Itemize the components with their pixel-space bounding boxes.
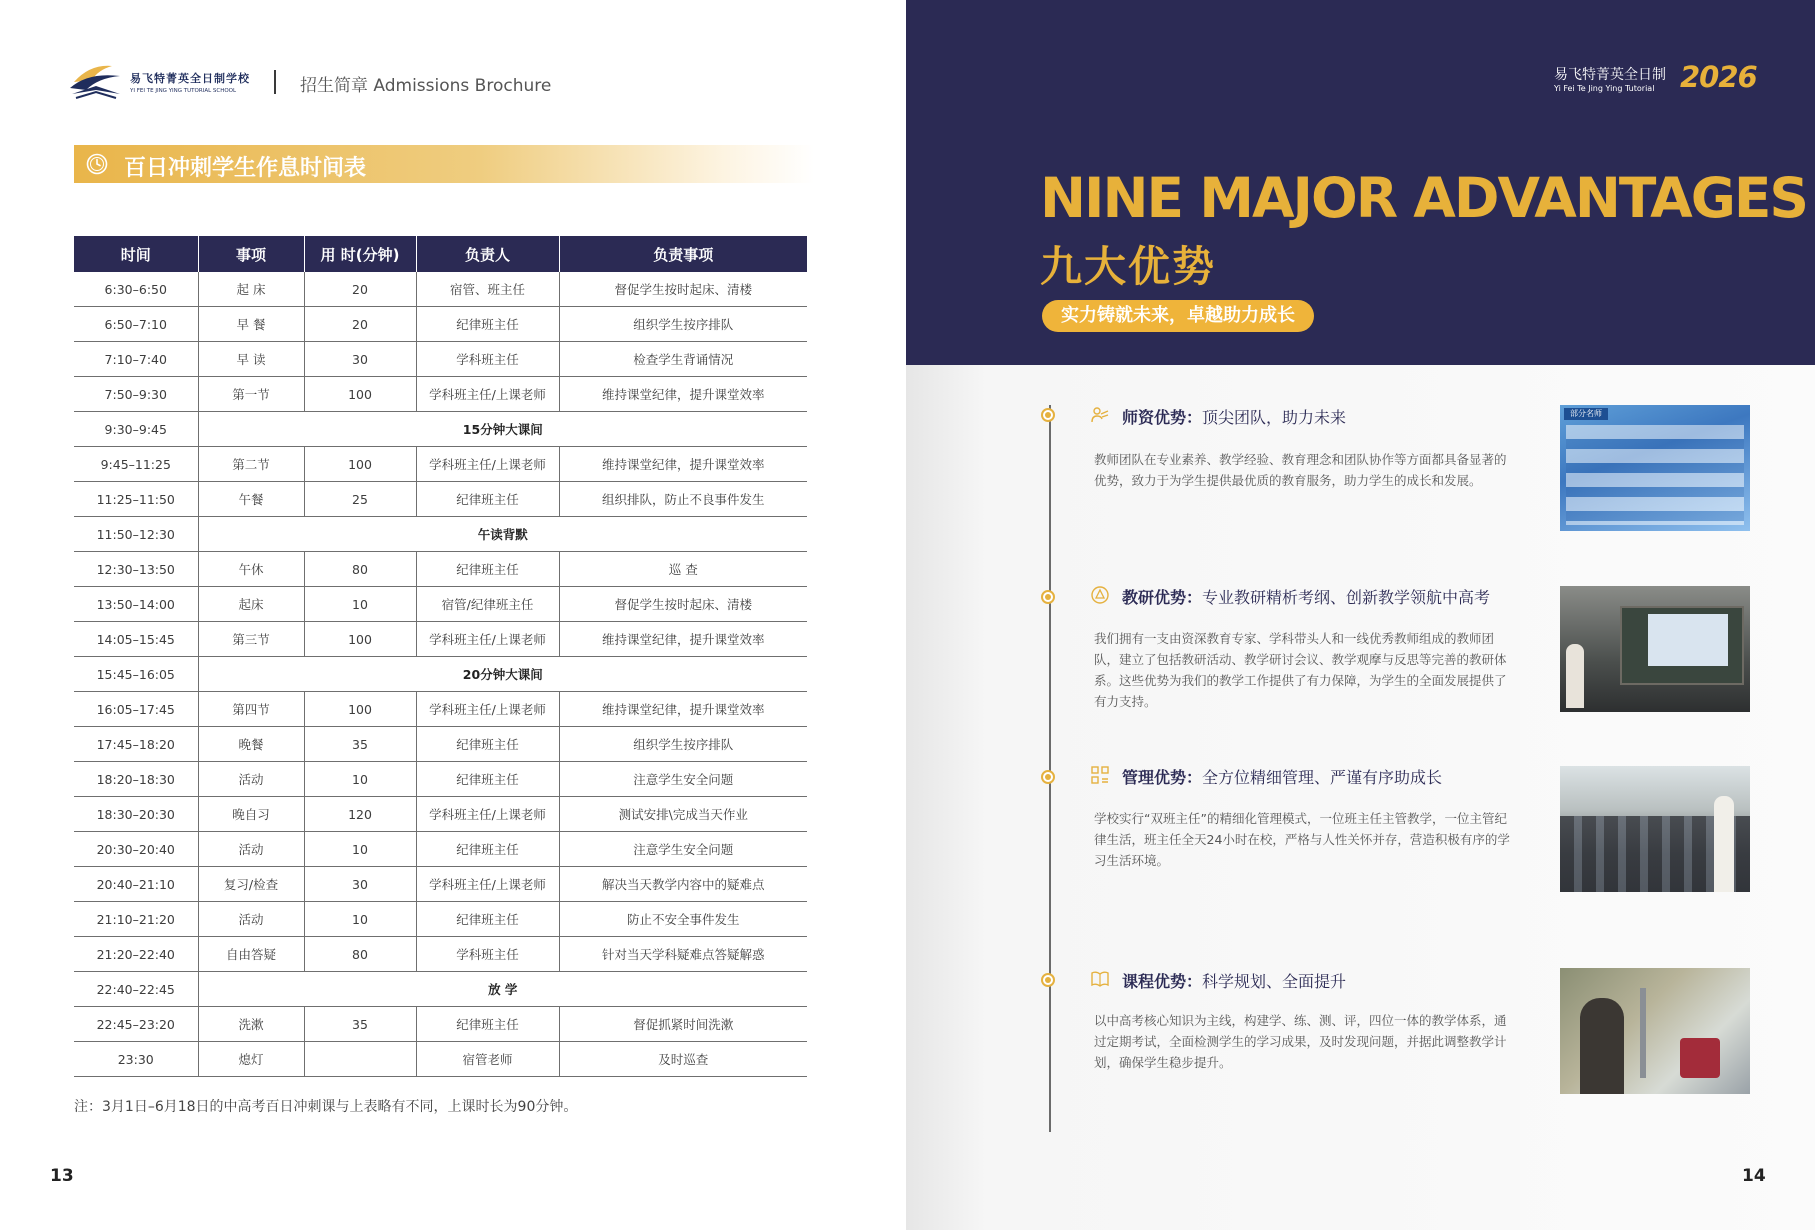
table-cell: 35 (304, 727, 416, 762)
break-cell: 放 学 (198, 972, 807, 1007)
table-cell: 洗漱 (198, 1007, 304, 1042)
table-cell: 11:25–11:50 (74, 482, 198, 517)
school-name-cn: 易飞特菁英全日制学校 (130, 72, 250, 85)
table-cell: 30 (304, 342, 416, 377)
table-cell: 测试安排\完成当天作业 (559, 797, 807, 832)
table-cell: 晚餐 (198, 727, 304, 762)
lab-bottle (1680, 1038, 1720, 1078)
table-cell: 10 (304, 587, 416, 622)
table-cell: 宿管、班主任 (416, 272, 559, 307)
column-header: 用 时(分钟) (304, 236, 416, 272)
table-cell: 21:20–22:40 (74, 937, 198, 972)
advantage-label: 师资优势： (1122, 408, 1203, 427)
table-cell: 针对当天学科疑难点答疑解惑 (559, 937, 807, 972)
table-cell: 10 (304, 832, 416, 867)
projection-screen (1648, 614, 1728, 666)
timeline-dot (1041, 590, 1055, 604)
table-header-row (74, 236, 807, 272)
table-cell: 解决当天教学内容中的疑难点 (559, 867, 807, 902)
table-cell: 25 (304, 482, 416, 517)
table-cell: 6:50–7:10 (74, 307, 198, 342)
title-cn: 九大优势 (1040, 242, 1217, 291)
table-cell: 纪律班主任 (416, 1007, 559, 1042)
table-cell: 20:40–21:10 (74, 867, 198, 902)
table-cell: 80 (304, 937, 416, 972)
table-cell: 早 读 (198, 342, 304, 377)
table-row (74, 937, 807, 972)
table-cell: 学科班主任 (416, 342, 559, 377)
table-cell: 纪律班主任 (416, 902, 559, 937)
advantage-label: 教研优势： (1122, 588, 1203, 607)
column-header: 事项 (198, 236, 304, 272)
table-cell: 100 (304, 622, 416, 657)
page-number: 14 (1742, 1166, 1766, 1186)
table-cell: 7:10–7:40 (74, 342, 198, 377)
table-cell (304, 1042, 416, 1077)
table-cell: 复习/检查 (198, 867, 304, 902)
table-cell: 20 (304, 272, 416, 307)
table-cell: 宿管老师 (416, 1042, 559, 1077)
table-row (74, 377, 807, 412)
advantage-label: 管理优势： (1122, 768, 1203, 787)
student-figure (1580, 998, 1624, 1094)
header-divider (274, 70, 276, 94)
table-cell: 35 (304, 1007, 416, 1042)
table-cell: 15:45–16:05 (74, 657, 198, 692)
table-cell: 学科班主任/上课老师 (416, 797, 559, 832)
table-cell: 自由答疑 (198, 937, 304, 972)
table-row (74, 832, 807, 867)
table-cell: 6:30–6:50 (74, 272, 198, 307)
section-title: 百日冲刺学生作息时间表 (124, 156, 367, 181)
break-cell: 20分钟大课间 (198, 657, 807, 692)
table-cell: 注意学生安全问题 (559, 832, 807, 867)
title-en: NINE MAJOR ADVANTAGES (1040, 166, 1808, 230)
timeline-line (1049, 405, 1051, 1132)
schedule-body (74, 272, 807, 1077)
left-page (0, 0, 906, 1230)
page-number: 13 (50, 1166, 74, 1186)
table-cell: 第三节 (198, 622, 304, 657)
table-row (74, 482, 807, 517)
table-cell: 学科班主任/上课老师 (416, 867, 559, 902)
advantage-heading (1094, 765, 1442, 788)
table-cell: 9:30–9:45 (74, 412, 198, 447)
break-cell: 午读背默 (198, 517, 807, 552)
advantage-description: 学校实行“双班主任”的精细化管理模式，一位班主任主管教学，一位主管纪律生活，班主任全天24小时在校，严格与人性关怀并存，营造积极有序的学习生活环境。 (1094, 811, 1510, 868)
table-cell: 组织学生按序排队 (559, 307, 807, 342)
table-row (74, 412, 807, 447)
table-row (74, 1042, 807, 1077)
table-cell: 午休 (198, 552, 304, 587)
column-header: 负责人 (416, 236, 559, 272)
table-cell: 纪律班主任 (416, 762, 559, 797)
table-cell: 督促抓紧时间洗漱 (559, 1007, 807, 1042)
table-cell: 纪律班主任 (416, 832, 559, 867)
table-cell: 起 床 (198, 272, 304, 307)
table-row (74, 657, 807, 692)
column-header: 时间 (74, 236, 198, 272)
table-row (74, 692, 807, 727)
table-row (74, 902, 807, 937)
slogan-pill: 实力铸就未来，卓越助力成长 (1042, 300, 1314, 332)
table-cell: 学科班主任/上课老师 (416, 447, 559, 482)
schedule-table (74, 236, 807, 1077)
advantage-subtitle: 科学规划、全面提升 (1202, 972, 1347, 991)
table-cell: 组织学生按序排队 (559, 727, 807, 762)
advantage-heading (1094, 405, 1346, 428)
table-cell: 学科班主任/上课老师 (416, 377, 559, 412)
timeline-dot (1041, 973, 1055, 987)
table-row (74, 272, 807, 307)
table-cell: 组织排队，防止不良事件发生 (559, 482, 807, 517)
advantage-description: 以中高考核心知识为主线，构建学、练、测、评，四位一体的教学体系，通过定期考试，全面检测学生的学习成果，及时发现问题，并据此调整教学计划，确保学生稳步提升。 (1094, 1013, 1507, 1070)
table-cell: 晚自习 (198, 797, 304, 832)
table-cell: 20 (304, 307, 416, 342)
table-row (74, 342, 807, 377)
classroom-management-photo (1560, 766, 1750, 892)
table-cell: 21:10–21:20 (74, 902, 198, 937)
brand-year: 2026 (1680, 60, 1757, 94)
table-cell: 维持课堂纪律，提升课堂效率 (559, 692, 807, 727)
table-cell: 纪律班主任 (416, 482, 559, 517)
table-cell: 维持课堂纪律，提升课堂效率 (559, 622, 807, 657)
table-cell: 起床 (198, 587, 304, 622)
table-row (74, 867, 807, 902)
timeline-dot (1041, 408, 1055, 422)
advantage-label: 课程优势： (1122, 972, 1203, 991)
brand-name-cn: 易飞特菁英全日制 (1554, 67, 1666, 83)
table-cell: 第一节 (198, 377, 304, 412)
table-row (74, 447, 807, 482)
table-cell: 13:50–14:00 (74, 587, 198, 622)
table-cell: 第二节 (198, 447, 304, 482)
table-cell: 学科班主任/上课老师 (416, 692, 559, 727)
header-title: 招生简章 Admissions Brochure (300, 76, 552, 96)
table-cell: 活动 (198, 902, 304, 937)
table-cell: 100 (304, 377, 416, 412)
advantages-banner (906, 0, 1815, 365)
collage-grid (1566, 425, 1744, 525)
table-row (74, 517, 807, 552)
advantage-subtitle: 顶尖团队，助力未来 (1202, 408, 1347, 427)
table-cell: 学科班主任/上课老师 (416, 622, 559, 657)
teachers-collage-photo (1560, 405, 1750, 531)
table-cell: 9:45–11:25 (74, 447, 198, 482)
school-name (130, 70, 250, 94)
table-cell: 活动 (198, 832, 304, 867)
classroom-research-photo (1560, 586, 1750, 712)
table-cell: 纪律班主任 (416, 727, 559, 762)
table-cell: 30 (304, 867, 416, 902)
table-cell: 80 (304, 552, 416, 587)
table-cell: 18:30–20:30 (74, 797, 198, 832)
break-cell: 15分钟大课间 (198, 412, 807, 447)
table-cell: 早 餐 (198, 307, 304, 342)
table-cell: 活动 (198, 762, 304, 797)
table-cell: 7:50–9:30 (74, 377, 198, 412)
table-cell: 注意学生安全问题 (559, 762, 807, 797)
table-cell: 12:30–13:50 (74, 552, 198, 587)
table-row (74, 797, 807, 832)
photo-caption: 部分名师 (1564, 408, 1608, 420)
table-cell: 14:05–15:45 (74, 622, 198, 657)
table-cell: 纪律班主任 (416, 307, 559, 342)
table-cell: 120 (304, 797, 416, 832)
table-cell: 22:45–23:20 (74, 1007, 198, 1042)
timeline-dot (1041, 770, 1055, 784)
table-cell: 11:50–12:30 (74, 517, 198, 552)
advantage-subtitle: 全方位精细管理、严谨有序助成长 (1202, 768, 1443, 787)
table-cell: 维持课堂纪律，提升课堂效率 (559, 447, 807, 482)
table-cell: 纪律班主任 (416, 552, 559, 587)
table-cell: 学科班主任 (416, 937, 559, 972)
table-cell: 维持课堂纪律，提升课堂效率 (559, 377, 807, 412)
table-cell: 及时巡查 (559, 1042, 807, 1077)
table-cell: 10 (304, 762, 416, 797)
advantage-heading (1094, 585, 1490, 608)
table-cell: 100 (304, 447, 416, 482)
school-name-en: YI FEI TE JING YING TUTORIAL SCHOOL (130, 88, 237, 94)
advantage-description: 我们拥有一支由资深教育专家、学科带头人和一线优秀教师组成的教师团队，建立了包括教研活动、教学研讨会议、教学观摩与反思等完善的教研体系。这些优势为我们的教学工作提供了有力保障，为学生的全面发展提供了有力支持。 (1094, 631, 1507, 709)
advantage-subtitle: 专业教研精析考纲、创新教学领航中高考 (1202, 588, 1491, 607)
table-cell: 防止不安全事件发生 (559, 902, 807, 937)
table-row (74, 307, 807, 342)
table-row (74, 1007, 807, 1042)
table-cell: 检查学生背诵情况 (559, 342, 807, 377)
table-row (74, 622, 807, 657)
table-row (74, 587, 807, 622)
table-cell: 20:30–20:40 (74, 832, 198, 867)
right-page (906, 0, 1815, 1230)
table-cell: 督促学生按时起床、清楼 (559, 587, 807, 622)
table-cell: 18:20–18:30 (74, 762, 198, 797)
footnote: 注：3月1日–6月18日的中高考百日冲刺课与上表略有不同，上课时长为90分钟。 (74, 1099, 578, 1115)
table-cell: 宿管/纪律班主任 (416, 587, 559, 622)
table-row (74, 552, 807, 587)
lab-course-photo (1560, 968, 1750, 1094)
school-logo-icon (68, 60, 124, 100)
table-cell: 熄灯 (198, 1042, 304, 1077)
table-row (74, 727, 807, 762)
table-cell: 17:45–18:20 (74, 727, 198, 762)
table-cell: 16:05–17:45 (74, 692, 198, 727)
table-row (74, 762, 807, 797)
brand-name-en: Yi Fei Te Jing Ying Tutorial (1554, 84, 1655, 93)
column-header: 负责事项 (559, 236, 807, 272)
advantage-description: 教师团队在专业素养、教学经验、教育理念和团队协作等方面都具备显著的优势，致力于为学生提供最优质的教育服务，助力学生的成长和发展。 (1094, 452, 1507, 488)
advantage-heading (1094, 969, 1346, 992)
clock-icon (86, 153, 108, 175)
section-title-bar (74, 145, 814, 183)
teacher-figure (1714, 796, 1734, 892)
table-cell: 22:40–22:45 (74, 972, 198, 1007)
table-cell: 10 (304, 902, 416, 937)
table-cell: 午餐 (198, 482, 304, 517)
table-row (74, 972, 807, 1007)
table-cell: 巡 查 (559, 552, 807, 587)
table-cell: 督促学生按时起床、清楼 (559, 272, 807, 307)
lab-stand (1640, 988, 1646, 1078)
table-cell: 第四节 (198, 692, 304, 727)
table-cell: 100 (304, 692, 416, 727)
table-cell: 23:30 (74, 1042, 198, 1077)
teacher-figure (1566, 644, 1584, 708)
